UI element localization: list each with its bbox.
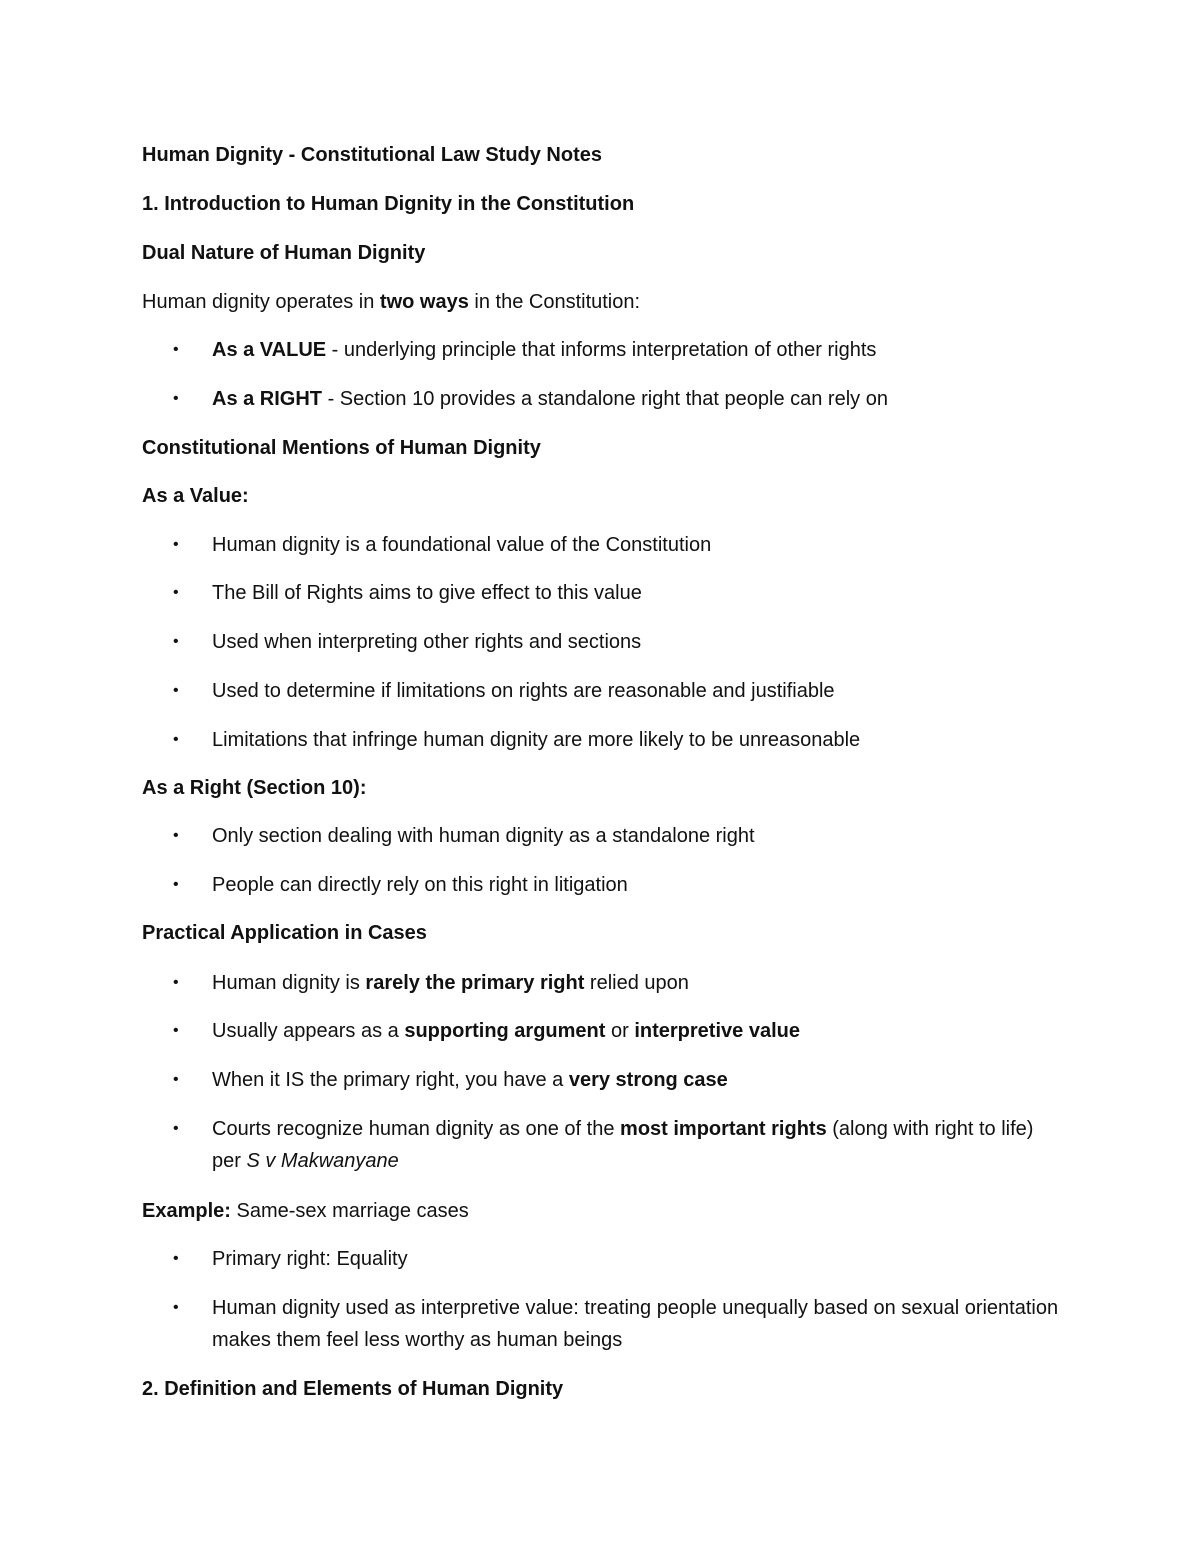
list-item: Limitations that infringe human dignity are more likely to be unreasonable <box>212 729 861 751</box>
bullet-icon: • <box>173 633 179 650</box>
list-item: The Bill of Rights aims to give effect to this value <box>212 582 642 604</box>
bullet-icon: • <box>173 682 179 699</box>
item-text: or <box>605 1020 635 1042</box>
bullet-icon: • <box>173 731 179 748</box>
item-bold: most important rights <box>620 1118 827 1140</box>
dual-nature-heading: Dual Nature of Human Dignity <box>142 242 426 264</box>
item-text: Courts recognize human dignity as one of the <box>212 1118 621 1140</box>
intro-text-bold: two ways <box>379 291 469 313</box>
list-item <box>212 383 1062 415</box>
section-2-heading: 2. Definition and Elements of Human Dignity <box>142 1378 564 1400</box>
item-text: - Section 10 provides a standalone right that people can rely on <box>322 388 888 410</box>
list-item: Used when interpreting other rights and sections <box>212 631 642 653</box>
intro-text-c: in the Constitution: <box>468 291 641 313</box>
list-item <box>212 1015 1062 1047</box>
list-item: Human dignity is a foundational value of the Constitution <box>212 534 712 556</box>
list-item: Used to determine if limitations on rights are reasonable and justifiable <box>212 680 835 702</box>
item-bold: supporting argument <box>404 1020 606 1042</box>
list-item: Only section dealing with human dignity as a standalone right <box>212 825 755 847</box>
bullet-icon: • <box>173 1250 179 1267</box>
case-citation: S v Makwanyane <box>246 1150 399 1172</box>
bullet-icon: • <box>173 974 179 991</box>
dual-nature-intro <box>142 286 640 318</box>
item-bold: As a VALUE <box>212 339 327 361</box>
bullet-icon: • <box>173 1071 179 1088</box>
list-item <box>212 1113 1062 1177</box>
list-item <box>212 334 1062 366</box>
section-1-heading: 1. Introduction to Human Dignity in the Constitution <box>142 193 635 215</box>
intro-text-a: Human dignity operates in <box>142 291 380 313</box>
bullet-icon: • <box>173 1299 179 1316</box>
item-text: - underlying principle that informs interpretation of other rights <box>326 339 877 361</box>
bullet-icon: • <box>173 536 179 553</box>
item-bold: As a RIGHT <box>212 388 323 410</box>
item-text: relied upon <box>584 972 689 994</box>
as-value-heading: As a Value: <box>142 485 249 507</box>
example-text: Same-sex marriage cases <box>230 1200 469 1222</box>
list-item: Human dignity used as interpretive value: treating people unequally based on sexual orientation makes them feel less worthy as human beings <box>212 1297 1059 1351</box>
example-line <box>142 1195 469 1227</box>
item-bold: rarely the primary right <box>365 972 585 994</box>
list-item <box>212 967 1062 999</box>
item-text: Human dignity is <box>212 972 366 994</box>
bullet-icon: • <box>173 341 179 358</box>
mentions-heading: Constitutional Mentions of Human Dignity <box>142 437 541 459</box>
bullet-icon: • <box>173 1022 179 1039</box>
bullet-icon: • <box>173 584 179 601</box>
bullet-icon: • <box>173 1120 179 1137</box>
list-item <box>212 1064 1062 1096</box>
list-item: Primary right: Equality <box>212 1248 408 1270</box>
bullet-icon: • <box>173 827 179 844</box>
item-bold: interpretive value <box>634 1020 800 1042</box>
bullet-icon: • <box>173 876 179 893</box>
example-label: Example: <box>142 1200 231 1222</box>
as-right-heading: As a Right (Section 10): <box>142 777 367 799</box>
document-title: Human Dignity - Constitutional Law Study Notes <box>142 144 602 166</box>
practical-heading: Practical Application in Cases <box>142 922 427 944</box>
bullet-icon: • <box>173 390 179 407</box>
item-bold: very strong case <box>568 1069 728 1091</box>
list-item: People can directly rely on this right in litigation <box>212 874 628 896</box>
item-text: Usually appears as a <box>212 1020 405 1042</box>
item-text: When it IS the primary right, you have a <box>212 1069 569 1091</box>
item-text: (along with right to life) per <box>212 1118 1034 1172</box>
